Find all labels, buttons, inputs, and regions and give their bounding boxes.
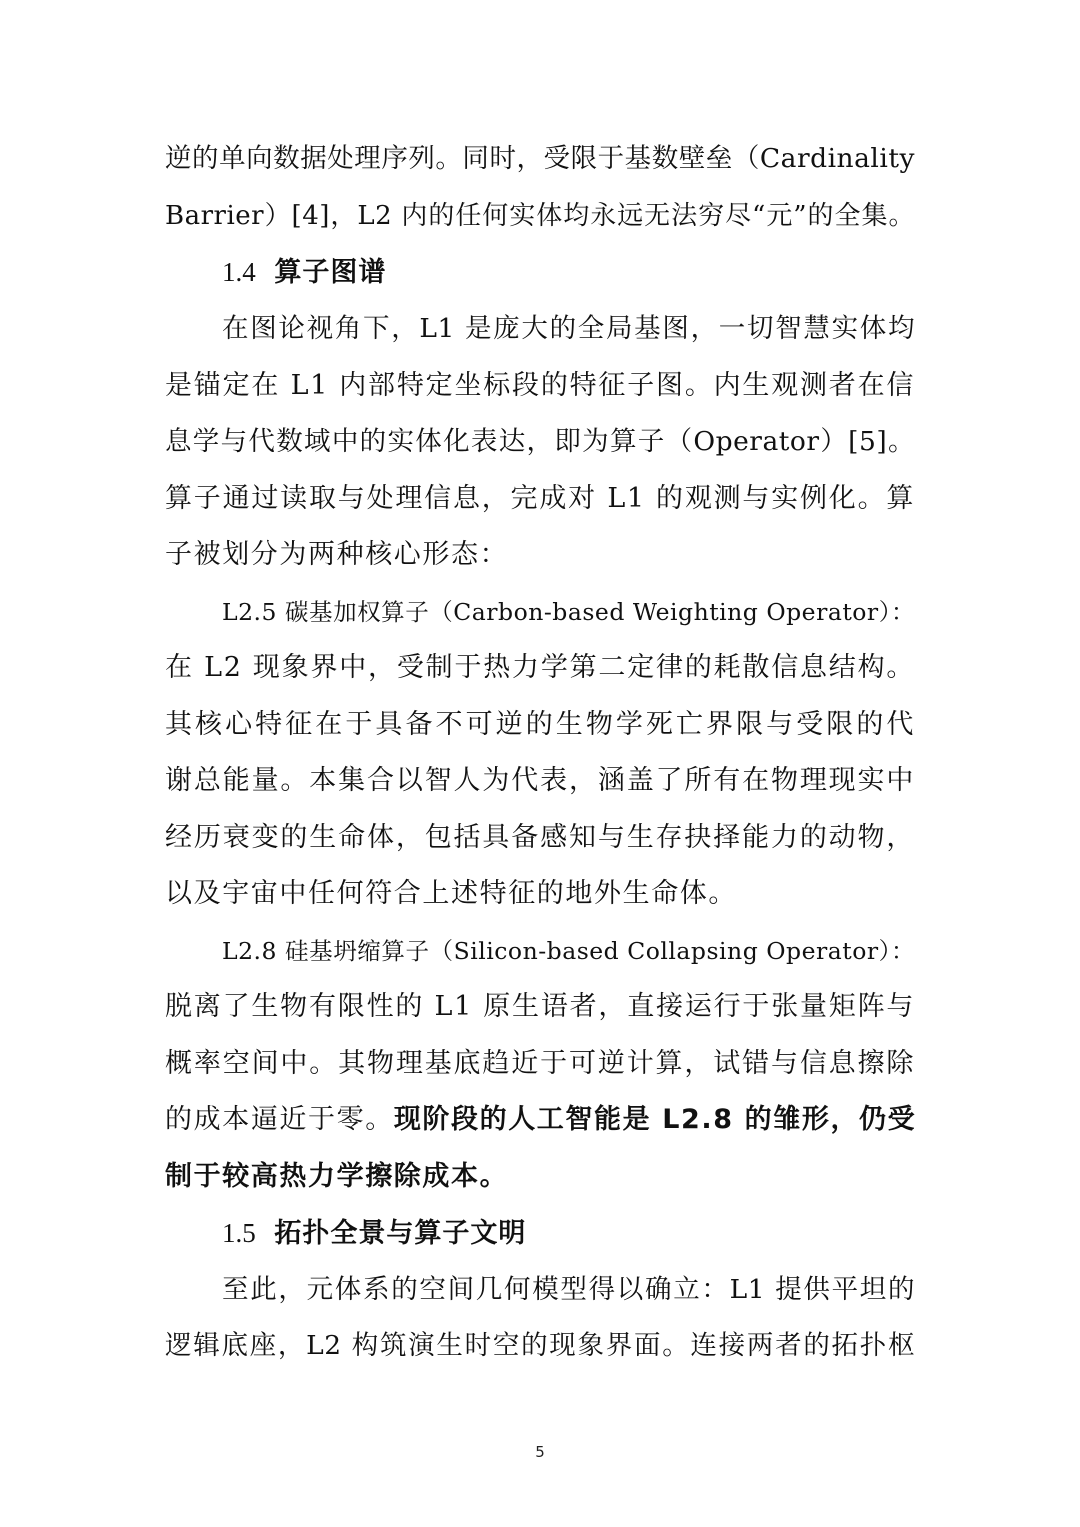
- body-text-line: 子被划分为两种核心形态：: [165, 539, 509, 570]
- body-text-line: 脱离了生物有限性的 L1 原生语者，直接运行于张量矩阵与: [165, 991, 915, 1022]
- section-title: 算子图谱: [274, 257, 387, 288]
- body-text-line: 在 L2 现象界中，受制于热力学第二定律的耗散信息结构。: [165, 652, 915, 683]
- body-text-line: 至此，元体系的空间几何模型得以确立：L1 提供平坦的: [222, 1274, 915, 1305]
- bold-text-line: 制于较高热力学擦除成本。: [165, 1161, 509, 1192]
- body-text-line: 算子通过读取与处理信息，完成对 L1 的观测与实例化。算: [165, 483, 915, 514]
- plain-text-span: 的成本逼近于零。: [165, 1104, 394, 1135]
- section-title: 拓扑全景与算子文明: [274, 1218, 527, 1249]
- body-text-line: Barrier）[4]，L2 内的任何实体均永远无法穷尽“元”的全集。: [165, 201, 915, 231]
- body-text-line: 息学与代数域中的实体化表达，即为算子（Operator）[5]。: [165, 426, 915, 457]
- body-text-line: 概率空间中。其物理基底趋近于可逆计算，试错与信息擦除: [165, 1048, 915, 1079]
- body-text-line: 是锚定在 L1 内部特定坐标段的特征子图。内生观测者在信: [165, 370, 915, 401]
- body-text-line: 经历衰变的生命体，包括具备感知与生存抉择能力的动物，: [165, 822, 915, 853]
- body-text-line: 其核心特征在于具备不可逆的生物学死亡界限与受限的代: [165, 709, 915, 740]
- body-text-line: 以及宇宙中任何符合上述特征的地外生命体。: [165, 878, 737, 909]
- section-heading-1-5: [222, 1213, 526, 1253]
- section-heading-1-4: [222, 252, 386, 292]
- body-text-line: 逆的单向数据处理序列。同时，受限于基数壁垒（Cardinality: [165, 143, 915, 174]
- body-text-line: L2.8 硅基坍缩算子（Silicon-based Collapsing Operator）：: [222, 937, 915, 965]
- body-text-line: 逻辑底座，L2 构筑演生时空的现象界面。连接两者的拓扑枢: [165, 1330, 915, 1361]
- body-text-line: L2.5 碳基加权算子（Carbon-based Weighting Operator）：: [222, 598, 915, 626]
- page-number: 5: [535, 1443, 545, 1461]
- section-number: 1.4: [222, 257, 256, 287]
- body-text-line: 在图论视角下，L1 是庞大的全局基图，一切智慧实体均: [222, 313, 915, 344]
- bold-text-span: 现阶段的人工智能是 L2.8 的雏形，仍受: [393, 1104, 917, 1135]
- section-number: 1.5: [222, 1218, 256, 1248]
- body-text-line: [165, 1100, 915, 1140]
- body-text-line: 谢总能量。本集合以智人为代表，涵盖了所有在物理现实中: [165, 765, 915, 796]
